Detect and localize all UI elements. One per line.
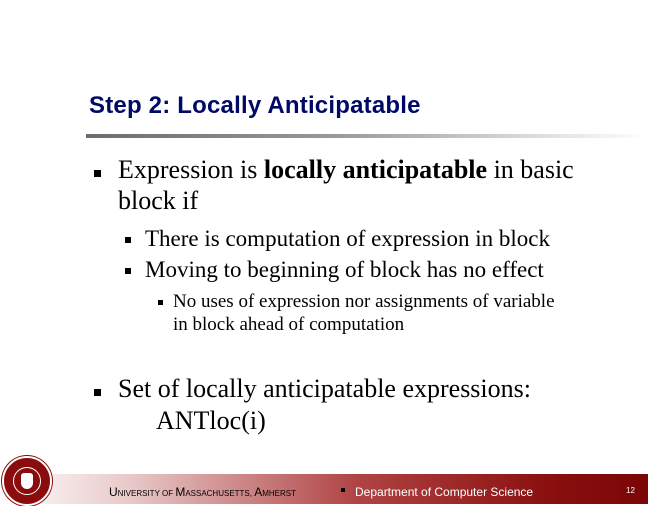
footer-separator bbox=[341, 488, 345, 492]
bullet-marker bbox=[125, 237, 131, 243]
footer-amherst: MHERST bbox=[262, 489, 297, 498]
footer-massachusetts: ASSACHUSETTS, bbox=[185, 489, 255, 498]
slide-title: Step 2: Locally Anticipatable bbox=[89, 92, 421, 119]
university-name bbox=[109, 485, 296, 499]
sub-sub-bullet-line-2: in block ahead of computation bbox=[173, 314, 405, 335]
department-name: Department of Computer Science bbox=[355, 485, 534, 499]
bullet-2-line-2: ANTloc(i) bbox=[156, 406, 266, 435]
sub-sub-bullet-line-1: No uses of expression nor assignments of variable bbox=[173, 291, 555, 312]
university-seal-icon bbox=[2, 456, 52, 506]
bullet-marker bbox=[94, 170, 101, 177]
footer-initial-a: A bbox=[254, 485, 263, 499]
sub-bullet-1: There is computation of expression in block bbox=[145, 226, 550, 251]
footer-bar bbox=[0, 474, 648, 504]
page-number: 12 bbox=[626, 486, 635, 495]
title-divider bbox=[86, 134, 647, 138]
bullet-1-line-1 bbox=[118, 155, 574, 185]
bullet-marker bbox=[125, 268, 131, 274]
bullet-marker bbox=[94, 389, 101, 396]
bullet-2-line-1: Set of locally anticipatable expressions: bbox=[118, 374, 531, 403]
seal-shield bbox=[21, 473, 33, 489]
footer-initial-u: U bbox=[109, 485, 118, 499]
bullet-1-bold-term: locally anticipatable bbox=[263, 155, 488, 184]
bullet-marker bbox=[158, 300, 163, 305]
footer-university: NIVERSITY OF bbox=[117, 489, 176, 498]
bullet-1-line-2: block if bbox=[118, 186, 199, 215]
footer-initial-m: M bbox=[175, 485, 186, 499]
bullet-1-text-end: in basic bbox=[487, 155, 574, 184]
bullet-1-text: Expression is bbox=[118, 155, 264, 184]
sub-bullet-2: Moving to beginning of block has no effect bbox=[145, 257, 544, 282]
